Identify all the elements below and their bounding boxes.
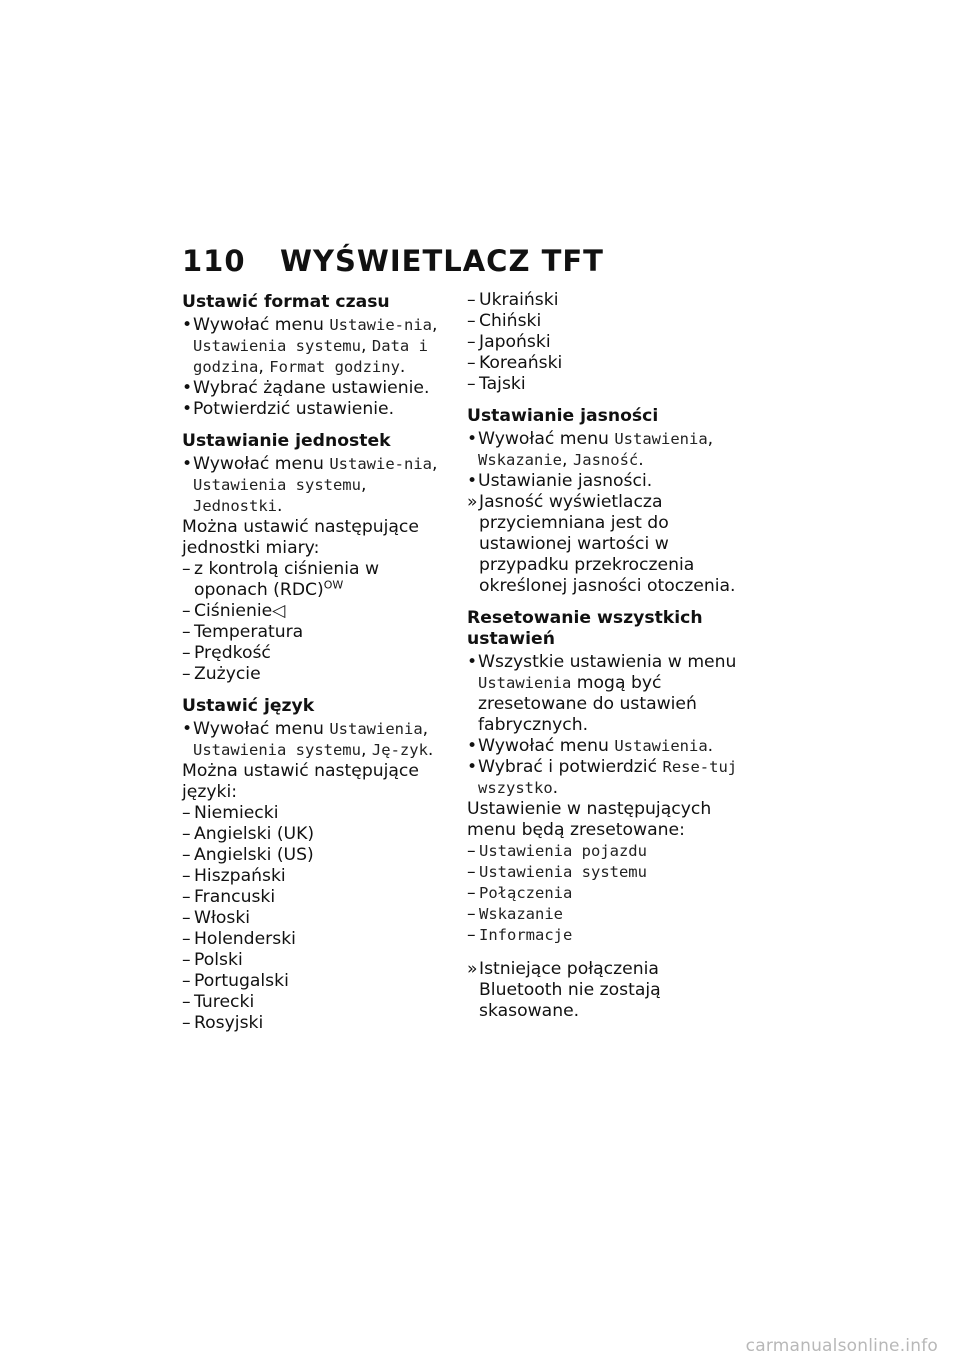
dash-icon: –: [182, 559, 191, 579]
list-item: – Tajski: [467, 374, 526, 394]
section-units: [182, 431, 457, 685]
section-language: [182, 696, 457, 1034]
list-item: – Japoński: [467, 332, 551, 352]
dash-icon: –: [467, 925, 476, 945]
list-item: – Wskazanie: [467, 904, 563, 924]
menu-path: Jednostki: [193, 497, 277, 515]
menu-path: Rese-tuj wszystko: [478, 758, 738, 797]
list-item: • Wszystkie ustawienia w menu Ustawienia mogą być zresetowane do ustawień fabrycznych.: [467, 652, 737, 735]
list-item: – Informacje: [467, 925, 573, 945]
list-item: – Niemiecki: [182, 803, 279, 823]
dash-icon: –: [467, 862, 476, 882]
list-item: – Polski: [182, 950, 243, 970]
menu-path: Jasność: [572, 451, 639, 469]
bullet-dot-icon: •: [467, 429, 478, 449]
paragraph: Ustawienie w następujących menu będą zresetowane:: [467, 799, 712, 840]
list-item: – Temperatura: [182, 622, 304, 642]
dash-icon: –: [182, 803, 191, 823]
paragraph: Można ustawić następujące języki:: [182, 761, 419, 802]
right-column: [467, 290, 742, 1033]
menu-path: Ustawienia systemu: [193, 337, 361, 355]
dash-icon: –: [467, 290, 476, 310]
dash-icon: –: [467, 311, 476, 331]
dash-icon: –: [467, 883, 476, 903]
list-item: – Koreański: [467, 353, 563, 373]
result-arrow-icon: »: [467, 492, 478, 512]
list-item: – Ustawienia pojazdu: [467, 841, 647, 861]
dash-icon: –: [182, 971, 191, 991]
watermark: carmanualsonline.info: [745, 1336, 938, 1356]
dash-icon: –: [182, 950, 191, 970]
section-time-format: [182, 292, 457, 420]
page-number: 110: [182, 244, 246, 278]
dash-icon: –: [182, 643, 191, 663]
dash-icon: –: [182, 1013, 191, 1033]
list-item: • Wywołać menu Ustawienia, Wskazanie, Jasność.: [467, 429, 714, 470]
page-header: [182, 244, 604, 278]
section-heading: Ustawić format czasu: [182, 292, 390, 312]
list-item: – Chiński: [467, 311, 542, 331]
bullet-dot-icon: •: [467, 652, 478, 672]
list-item: • Wybrać żądane ustawienie.: [182, 378, 430, 398]
list-item: – Ciśnienie◁: [182, 601, 286, 621]
result-item: » Istniejące połączenia Bluetooth nie zostają skasowane.: [467, 959, 661, 1021]
section-heading: Ustawianie jasności: [467, 406, 659, 426]
menu-path: Format godziny: [269, 358, 400, 376]
list-item: – Rosyjski: [182, 1013, 264, 1033]
menu-path: Ustawie-nia: [329, 455, 432, 473]
list-item: – Prędkość: [182, 643, 271, 663]
dash-icon: –: [182, 929, 191, 949]
bullet-dot-icon: •: [467, 736, 478, 756]
dash-icon: –: [182, 664, 191, 684]
section-brightness: [467, 406, 742, 597]
bullet-dot-icon: •: [467, 757, 478, 777]
list-item: – Portugalski: [182, 971, 289, 991]
dash-icon: –: [182, 866, 191, 886]
language-list-continued: [467, 290, 742, 395]
section-reset: [467, 608, 742, 1022]
dash-icon: –: [182, 992, 191, 1012]
menu-path: Ustawienia: [614, 430, 708, 448]
menu-path: Wskazanie: [478, 451, 562, 469]
menu-path: Data i godzina: [193, 337, 428, 376]
bullet-dot-icon: •: [182, 399, 193, 419]
dash-icon: –: [467, 374, 476, 394]
dash-icon: –: [182, 845, 191, 865]
list-item: – Włoski: [182, 908, 251, 928]
section-heading: Ustawianie jednostek: [182, 431, 391, 451]
list-item: • Wywołać menu Ustawienia.: [467, 736, 714, 756]
bullet-dot-icon: •: [467, 471, 478, 491]
left-column: [182, 292, 457, 1045]
result-arrow-icon: »: [467, 959, 478, 979]
list-item: – z kontrolą ciśnienia w oponach (RDC)$^{OW}$: [182, 559, 380, 600]
dash-icon: –: [182, 601, 191, 621]
bullet-dot-icon: •: [182, 454, 193, 474]
list-item: – Angielski (UK): [182, 824, 315, 844]
result-item: » Jasność wyświetlacza przyciemniana jest do ustawionej wartości w przypadku przekroczenia określonej jasności otoczenia.: [467, 492, 736, 596]
menu-path: Ustawienia systemu: [193, 741, 361, 759]
list-item: • Ustawianie jasności.: [467, 471, 653, 491]
menu-path: Ustawie-nia: [329, 316, 432, 334]
list-item: – Hiszpański: [182, 866, 286, 886]
list-item: • Wybrać i potwierdzić Rese-tuj wszystko.: [467, 757, 738, 798]
list-item: • Wywołać menu Ustawienia, Ustawienia systemu, Ję-zyk.: [182, 719, 434, 760]
list-item: – Połączenia: [467, 883, 573, 903]
list-item: • Wywołać menu Ustawie-nia, Ustawienia systemu, Data i godzina, Format godziny.: [182, 315, 438, 377]
list-item: • Wywołać menu Ustawie-nia, Ustawienia systemu, Jednostki.: [182, 454, 438, 516]
list-item: – Francuski: [182, 887, 276, 907]
paragraph: Można ustawić następujące jednostki miary:: [182, 517, 419, 558]
list-item: • Potwierdzić ustawienie.: [182, 399, 395, 419]
list-item: – Zużycie: [182, 664, 261, 684]
list-item: – Ustawienia systemu: [467, 862, 647, 882]
list-item: – Turecki: [182, 992, 255, 1012]
bullet-dot-icon: •: [182, 719, 193, 739]
list-item: – Angielski (US): [182, 845, 314, 865]
menu-path: Ustawienia systemu: [193, 476, 361, 494]
dash-icon: –: [467, 353, 476, 373]
section-heading: Ustawić język: [182, 696, 315, 716]
chapter-title: WYŚWIETLACZ TFT: [280, 244, 604, 278]
dash-icon: –: [182, 824, 191, 844]
triangle-left-icon: ◁: [272, 601, 286, 621]
list-item: – Ukraiński: [467, 290, 559, 310]
menu-path: Ję-zyk: [371, 741, 428, 759]
dash-icon: –: [182, 887, 191, 907]
menu-path: Ustawienia: [614, 737, 708, 755]
option-marker: OW: [323, 578, 344, 592]
menu-path: Ustawienia: [478, 674, 572, 692]
bullet-dot-icon: •: [182, 315, 193, 335]
dash-icon: –: [182, 622, 191, 642]
bullet-dot-icon: •: [182, 378, 193, 398]
section-heading: Resetowanie wszystkich ustawień: [467, 608, 703, 649]
dash-icon: –: [467, 841, 476, 861]
dash-icon: –: [467, 332, 476, 352]
dash-icon: –: [467, 904, 476, 924]
list-item: – Holenderski: [182, 929, 296, 949]
menu-path: Ustawienia: [329, 720, 423, 738]
dash-icon: –: [182, 908, 191, 928]
